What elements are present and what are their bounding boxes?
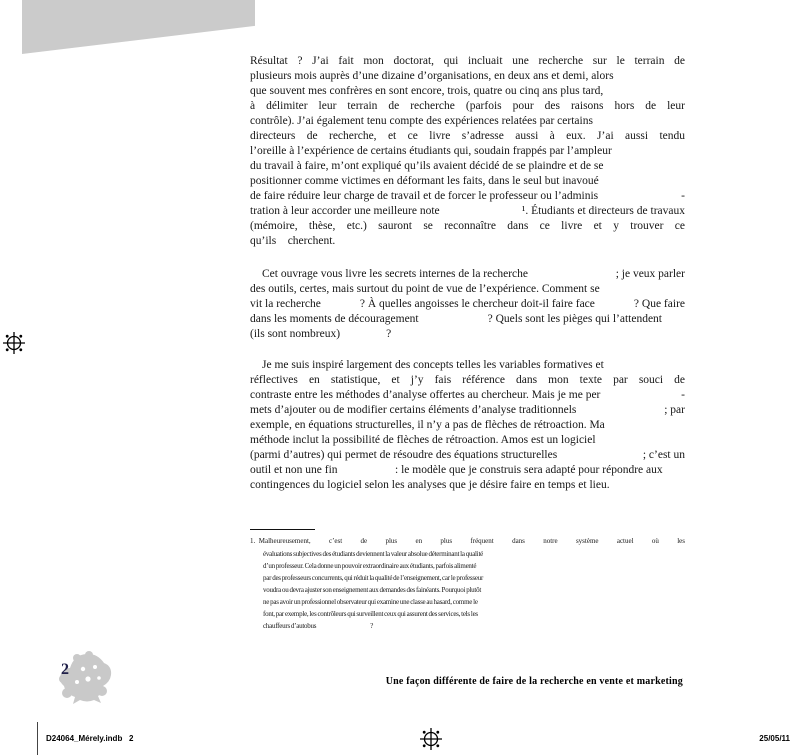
text-column [250,51,685,632]
text-line: ne pas avoir un professionnel observateur qui examine une classe au hasard, comme le [263,598,478,606]
frog-ornament [55,649,115,710]
text-segment: ? À quelles angoisses le chercheur doit-il faire face [359,298,595,310]
paragraph-1 [250,54,685,249]
text-line [250,267,685,282]
text-segment: tration à leur accorder une meilleure note [250,205,440,217]
page-number: 2 [61,661,69,678]
text-line: que souvent mes confrères en sont encore, trois, quatre ou cinq ans plus tard, [250,85,604,97]
text-line: contingences du logiciel selon les analyses que je désire faire en temps et lieu. [250,479,610,491]
text-line: voudra ou devra ajuster son enseignement aux demandes des fainéants. Pourquoi plutôt [263,586,482,594]
text-line: plusieurs mois auprès d’une dizaine d’organisations, en deux ans et demi, alors [250,70,614,82]
text-segment: (parmi d’autres) qui permet de résoudre des équations structurelles [250,449,558,461]
text-line: dans les moments de découragement ? Quels sont les pièges qui l’attendent [250,313,662,325]
text-line: positionner comme victimes en déformant les faits, dans le seul but inavoué [250,175,599,187]
registration-mark-icon [3,332,25,354]
text-segment: ? Que faire [633,298,685,310]
text-line [250,297,685,312]
text-line: chauffeurs d’autobus ? [263,622,374,630]
text-line [250,403,685,418]
text-line: exemple, en équations structurelles, il n’y a pas de flèches de rétroaction. Ma [250,419,605,431]
text-segment: ; par [664,404,685,416]
text-line: Résultat ? J’ai fait mon doctorat, qui incluait une recherche sur le terrain de [250,55,685,67]
text-segment: contraste entre les méthodes d’analyse offertes au chercheur. Mais je me per [250,389,601,401]
text-segment: ; c’est un [642,449,685,461]
text-line: à délimiter leur terrain de recherche (parfois pour des raisons hors de leur [250,100,685,112]
text-line [250,189,685,204]
footnote-first-line: 1. Malheureusement, c’est de plus en plus fréquent dans notre système actuel où les [250,537,685,545]
text-line: outil et non une fin : le modèle que je construis sera adapté pour répondre aux [250,464,663,476]
text-line [250,448,685,463]
text-segment: Cet ouvrage vous livre les secrets internes de la recherche [262,268,528,280]
text-segment: de faire réduire leur charge de travail et de forcer le professeur ou l’adminis [250,190,599,202]
text-line: par des professeurs concurrents, qui réduit la qualité de l’enseignement, car le professeur [263,574,484,582]
text-segment: vit la recherche [250,298,321,310]
text-line: d’un professeur. Cela donne un pouvoir extraordinaire aux étudiants, parfois alimenté [263,562,477,570]
text-line: réflectives en statistique, et j’y fais référence dans mon texte par souci de [250,374,685,386]
paragraph-3 [250,358,685,493]
text-segment: - [681,389,685,401]
running-title: Une façon différente de faire de la recherche en vente et marketing [385,676,683,687]
text-segment: ¹. Étudiants et directeurs de travaux [521,205,685,217]
text-line [250,388,685,403]
text-line: évaluations subjectives des étudiants deviennent la valeur absolue déterminant la qualité [263,550,484,558]
text-segment: ; je veux parler [615,268,685,280]
text-line [250,204,685,219]
text-line: contrôle). J’ai également tenu compte des expériences relatées par certains [250,115,593,127]
text-line: l’oreille à l’expérience de certains étudiants qui, soudain frappés par l’ampleur [250,145,612,157]
text-line: Je me suis inspiré largement des concepts telles les variables formatives et [262,359,604,371]
footnote-rule [250,529,315,530]
text-segment: - [681,190,685,202]
text-line: qu’ils cherchent. [250,235,336,247]
crop-mark [37,722,38,755]
text-line: (ils sont nombreux) ? [250,328,392,340]
footnote [250,529,685,632]
registration-mark-icon [420,728,442,750]
text-line: méthode inclut la possibilité de flèches de rétroaction. Amos est un logiciel [250,434,596,446]
text-line: des outils, certes, mais surtout du point de vue de l’expérience. Comment se [250,283,600,295]
footnote-lines [263,548,520,632]
corner-graphic [22,0,255,54]
text-line: (mémoire, thèse, etc.) sauront se reconnaître dans ce livre et y trouver ce [250,220,685,232]
footer-date: 25/05/11 [759,734,790,743]
text-line: font, par exemple, les contrôleurs qui surveillent ceux qui assurent des services, tels les [263,610,478,618]
text-segment: mets d’ajouter ou de modifier certains éléments d’analyse traditionnels [250,404,577,416]
text-line: du travail à faire, m’ont expliqué qu’ils avaient décidé de se plaindre et de se [250,160,604,172]
paragraph-2 [250,267,685,342]
footer-filename: D24064_Mérely.indb 2 [46,734,134,743]
text-line: directeurs de recherche, et ce livre s’adresse aussi à eux. J’ai aussi tendu [250,130,685,142]
